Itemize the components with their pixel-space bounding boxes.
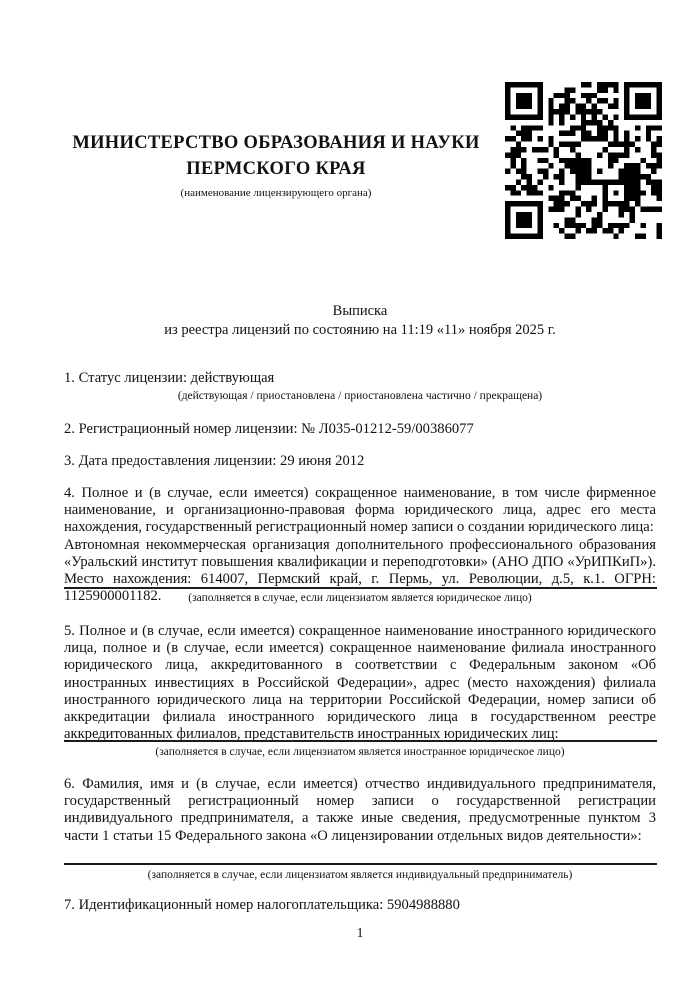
item-2-text: 2. Регистрационный номер лицензии: № Л035-01212-59/00386077 bbox=[64, 421, 474, 437]
item-5-foreign-entity bbox=[64, 623, 656, 743]
extract-title-block bbox=[64, 302, 656, 339]
item-5-underline bbox=[64, 740, 657, 742]
item-4-underline bbox=[64, 587, 657, 589]
item-6-note: (заполняется в случае, если лицензиатом является индивидуальный предприниматель) bbox=[147, 869, 573, 881]
item-1-status bbox=[64, 370, 656, 387]
extract-title: Выписка bbox=[332, 303, 388, 319]
licensing-authority-caption: (наименование лицензирующего органа) bbox=[180, 187, 372, 199]
item-1-note: (действующая / приостановлена / приостановлена частично / прекращена) bbox=[177, 390, 543, 402]
item-6-individual-entrepreneur bbox=[64, 776, 656, 845]
item-6-text: 6. Фамилия, имя и (в случае, если имеется) отчество индивидуального предпринимателя, государственный регистрационный номер записи о государственной регистрации индивидуального предпринимателя, а также иные сведения, предусмотренные пунктом 3 части 1 статьи 15 Федерального закона «О лицензировании отдельных видов деятельности»: bbox=[64, 776, 656, 844]
ministry-header bbox=[64, 130, 488, 200]
item-4-note: (заполняется в случае, если лицензиатом является юридическое лицо) bbox=[188, 592, 532, 604]
item-6-underline bbox=[64, 863, 657, 865]
item-3-text: 3. Дата предоставления лицензии: 29 июня 2012 bbox=[64, 453, 365, 469]
item-3-license-date bbox=[64, 453, 656, 470]
item-2-registration-number bbox=[64, 421, 656, 438]
qr-code-canvas bbox=[505, 82, 662, 239]
item-5-text: 5. Полное и (в случае, если имеется) сокращенное наименование иностранного юридического лица, полное и (в случае, если имеется) сокращенное наименование филиала иностранного юридического лица, аккредитованного в соответствии с Федеральным законом «Об иностранных инвестициях в Российской Федерации», адрес (место нахождения) филиала иностранного юридического лица на территории Российской Федерации, номер записи об аккредитации филиала иностранного юридического лица в государственном реестре аккредитованных филиалов, представительств иностранных юридических лиц: bbox=[64, 623, 656, 743]
item-7-text: 7. Идентификационный номер налогоплательщика: 5904988880 bbox=[64, 897, 460, 913]
item-5-note: (заполняется в случае, если лицензиатом является иностранное юридическое лицо) bbox=[155, 746, 565, 758]
extract-subtitle: из реестра лицензий по состоянию на 11:19 «11» ноября 2025 г. bbox=[164, 321, 556, 338]
item-4-text: 4. Полное и (в случае, если имеется) сокращенное наименование, в том числе фирменное наименование, и организационно-правовая форма юридического лица, адрес его места нахождения, государственный регистрационный номер записи о создании юридического лица: bbox=[64, 485, 656, 536]
item-4-value: Автономная некоммерческая организация дополнительного профессионального образования «Уральский институт повышения квалификации и переподготовки» (АНО ДПО «УрИПКиП»). Место нахождения: 614007, Пермский край, г. Пермь, ул. Революции, д.5, к.1. ОГРН: 1125900001182. bbox=[64, 536, 656, 605]
qr-code bbox=[505, 82, 662, 239]
item-7-taxpayer-number bbox=[64, 897, 656, 914]
item-1-text: 1. Статус лицензии: действующая bbox=[64, 370, 275, 386]
ministry-name-line2: ПЕРМСКОГО КРАЯ bbox=[186, 159, 366, 179]
ministry-name-line1: МИНИСТЕРСТВО ОБРАЗОВАНИЯ И НАУКИ bbox=[72, 133, 480, 153]
page-number: 1 bbox=[356, 926, 364, 941]
